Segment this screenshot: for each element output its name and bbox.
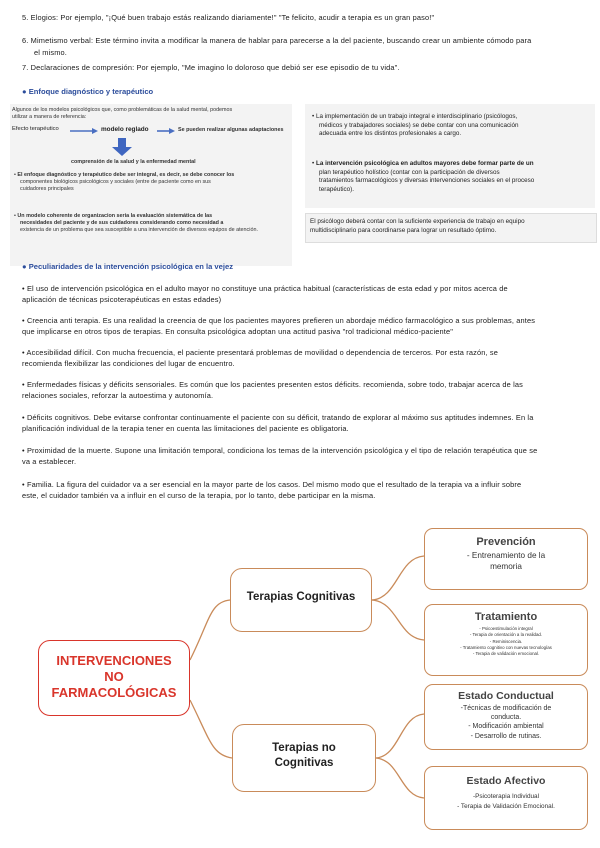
bullet-line: necesidades del paciente y de sus cuidadores considerando como necesidad a xyxy=(20,220,224,226)
flow-comprension: comprensión de la salud y la enfermedad mental xyxy=(71,159,196,165)
mindmap-root xyxy=(38,640,190,716)
bullet-text: La implementación de un trabajo integral e interdisciplinario (psicólogos, xyxy=(315,113,518,120)
bullet-line: existencia de un problema que sea susceptible a una intervención de diversos equipos de atención. xyxy=(20,227,258,233)
intro-line: utilizar a manera de referencia: xyxy=(12,114,87,120)
bullet-line: • La intervención psicológica en adultos mayores debe formar parte de un xyxy=(312,160,534,167)
paragraph-line: • Proximidad de la muerte. Supone una limitación temporal, condiciona los temas de la intervención psicológica y el tipo de relación terapéutica que se xyxy=(22,446,538,455)
paragraph-line: • Familia. La figura del cuidador va a ser esencial en la mayor parte de los casos. Del mismo modo que el resultado de la terapia va a influir sobre xyxy=(22,480,522,489)
note-line: El psicólogo deberá contar con la suficiente experiencia de trabajo en equipo xyxy=(310,218,525,225)
paragraph-line: aplicación de técnicas psicoterapéuticas en estas edades) xyxy=(22,294,222,304)
bullet-line: adecuada entre los distintos profesionales a cargo. xyxy=(319,130,462,138)
leaf-item: memoria xyxy=(490,561,522,571)
paragraph-line: recomienda flexibilizar las condiciones del lugar de encuentro. xyxy=(22,358,235,368)
list-item-7: 7. Declaraciones de compresión: Por ejemplo, "Me imagino lo doloroso que debió ser ese episodio de tu vida". xyxy=(22,63,400,72)
root-line: FARMACOLÓGICAS xyxy=(51,685,177,700)
mindmap-terapias-cognitivas xyxy=(230,568,372,632)
leaf-title: Tratamiento xyxy=(474,611,538,623)
bullet-line: terapéutico). xyxy=(319,185,355,193)
leaf-item: - Entrenamiento de la xyxy=(466,551,546,560)
flow-adaptaciones: Se pueden realizar algunas adaptaciones xyxy=(178,127,284,133)
leaf-item: - Tratamiento cognitivo con nuevas tecnologías xyxy=(460,644,552,650)
connector-noncog-afectivo xyxy=(376,758,424,798)
bullet-text: La intervención psicológica en adultos mayores debe formar parte de un xyxy=(315,160,534,167)
bullet-text: El enfoque diagnóstico y terapéutico debe ser integral, es decir, se debe conocer los xyxy=(17,172,235,178)
connector-root-cognitive xyxy=(190,600,230,660)
leaf-items xyxy=(425,704,587,741)
section-heading-text: Enfoque diagnóstico y terapéutico xyxy=(28,87,154,96)
paragraph-line: va a establecer. xyxy=(22,456,77,466)
leaf-item: - Psicoestimulación integral xyxy=(479,626,533,631)
leaf-item: conducta. xyxy=(490,714,522,722)
paragraph-line: • El uso de intervención psicológica en el adulto mayor no constituye una práctica habitual (características de esta edad y por mitos acerca de xyxy=(22,284,508,293)
root-line: NO xyxy=(104,669,124,684)
paragraph-line: relaciones sociales, reforzar la autoestima y autonomía. xyxy=(22,390,214,400)
connector-cognitive-prevencion xyxy=(372,556,424,600)
paragraph-line: • Enfermedades físicas y déficits sensoriales. Es común que los pacientes presenten estos déficits. recomienda, sobre todo, trabajar acerca de las xyxy=(22,380,524,389)
paragraph-line: • Accesibilidad difícil. Con mucha frecuencia, el paciente presentará problemas de movilidad o dependencia de terceros. Por esta razón, se xyxy=(22,348,499,357)
leaf-title: Estado Afectivo xyxy=(466,775,546,787)
bullet-icon: ● xyxy=(22,87,27,96)
bullet-line: • La implementación de un trabajo integral e interdisciplinario (psicólogos, xyxy=(312,113,518,120)
leaf-item: - Terapia de Validación Emocional. xyxy=(457,803,555,810)
leaf-item: - Reminiscencia. xyxy=(489,638,523,644)
leaf-title: Prevención xyxy=(476,536,536,548)
leaf-items xyxy=(425,626,587,657)
flow-modelo-reglado: modelo reglado xyxy=(101,126,149,133)
bullet-line: • El enfoque diagnóstico y terapéutico debe ser integral, es decir, se debe conocer los xyxy=(14,172,235,178)
bullet-line: tratamientos farmacológicos y diversas intervenciones sociales en el proceso xyxy=(319,177,535,185)
list-item-5: 5. Elogios: Por ejemplo, "¡Qué buen trabajo estás realizando diariamente!" "Te felicito, acudir a terapia es un gran paso!" xyxy=(22,13,435,22)
bullet-line: • Un modelo coherente de organizacion seria la evaluación sistemática de las xyxy=(14,213,213,219)
bullet-text: Un modelo coherente de organizacion seria la evaluación sistemática de las xyxy=(17,213,213,219)
leaf-item: -Técnicas de modificación de xyxy=(460,705,552,712)
paragraph-line: • Creencia anti terapia. Es una realidad la creencia de que los pacientes mayores prefieren un abordaje médico farmacológico a sus problemas, antes xyxy=(22,316,536,325)
bullet-line: componentes biológicos psicológicos y sociales (entre de paciente como en sus xyxy=(20,179,211,185)
branch-title-line: Terapias no xyxy=(272,742,336,754)
connector-noncog-conductual xyxy=(376,714,424,758)
paragraph-line: • Déficits cognitivos. Debe evitarse confrontar continuamente el paciente con su déficit, tratando de explorar al máximo sus aptitudes indemnes. En la xyxy=(22,413,534,422)
leaf-item: -Psicoterapia Individual xyxy=(472,793,540,800)
connector-root-noncognitive xyxy=(190,700,232,758)
bullet-line: cuidadores principales xyxy=(20,186,74,192)
paragraph-line: que implicarse en otros tipos de terapias. En consulta psicológica adoptan una actitud pasiva "rol tradicional médico-paciente" xyxy=(22,326,454,336)
leaf-item: - Terapia de orientación a la realidad. xyxy=(469,632,543,638)
leaf-item: - Terapia de validación emocional. xyxy=(472,651,540,657)
list-item-6: 6. Mimetismo verbal: Este término invita a modificar la manera de hablar para parecerse a la del paciente, buscando crear un ambiente cómodo para xyxy=(22,36,532,45)
mindmap-estado-afectivo xyxy=(424,766,588,830)
bullet-line: médicos y trabajadores sociales) se debe contar con una comunicación xyxy=(319,121,519,129)
intro-line: Algunos de los modelos psicológicos que, como problemáticas de la salud mental, podemos xyxy=(12,107,233,113)
root-line: INTERVENCIONES xyxy=(56,653,172,668)
mindmap-estado-conductual xyxy=(424,684,588,750)
leaf-title: Estado Conductual xyxy=(458,690,554,702)
paragraph-line: este, el cuidador también va a influir en el curso de la terapia, por lo tanto, debe participar en la misma. xyxy=(22,490,376,500)
mindmap-tratamiento xyxy=(424,604,588,676)
mindmap-prevencion xyxy=(424,528,588,590)
note-line: multidisciplinario para coordinarse para lograr un resultado óptimo. xyxy=(310,226,497,234)
flow-effect: Efecto terapéutico xyxy=(12,126,59,132)
branch-title-line: Cognitivas xyxy=(274,757,334,769)
mindmap-terapias-no-cognitivas xyxy=(232,724,376,792)
bullet-line: plan terapéutico holístico (contar con la participación de diversos xyxy=(319,168,500,176)
section-heading-text: Peculiaridades de la intervención psicológica en la vejez xyxy=(28,262,233,271)
list-item-6-cont: el mismo. xyxy=(34,48,67,57)
leaf-item: - Desarrollo de rutinas. xyxy=(470,732,542,740)
paragraph-line: planificación individual de la terapia tener en cuenta las limitaciones del paciente es obligatoria. xyxy=(22,423,349,433)
leaf-item: - Modificación ambiental xyxy=(468,723,544,731)
branch-title: Terapias Cognitivas xyxy=(246,591,356,603)
leaf-items xyxy=(425,792,587,812)
bullet-icon: ● xyxy=(22,262,27,271)
connector-cognitive-tratamiento xyxy=(372,600,424,640)
